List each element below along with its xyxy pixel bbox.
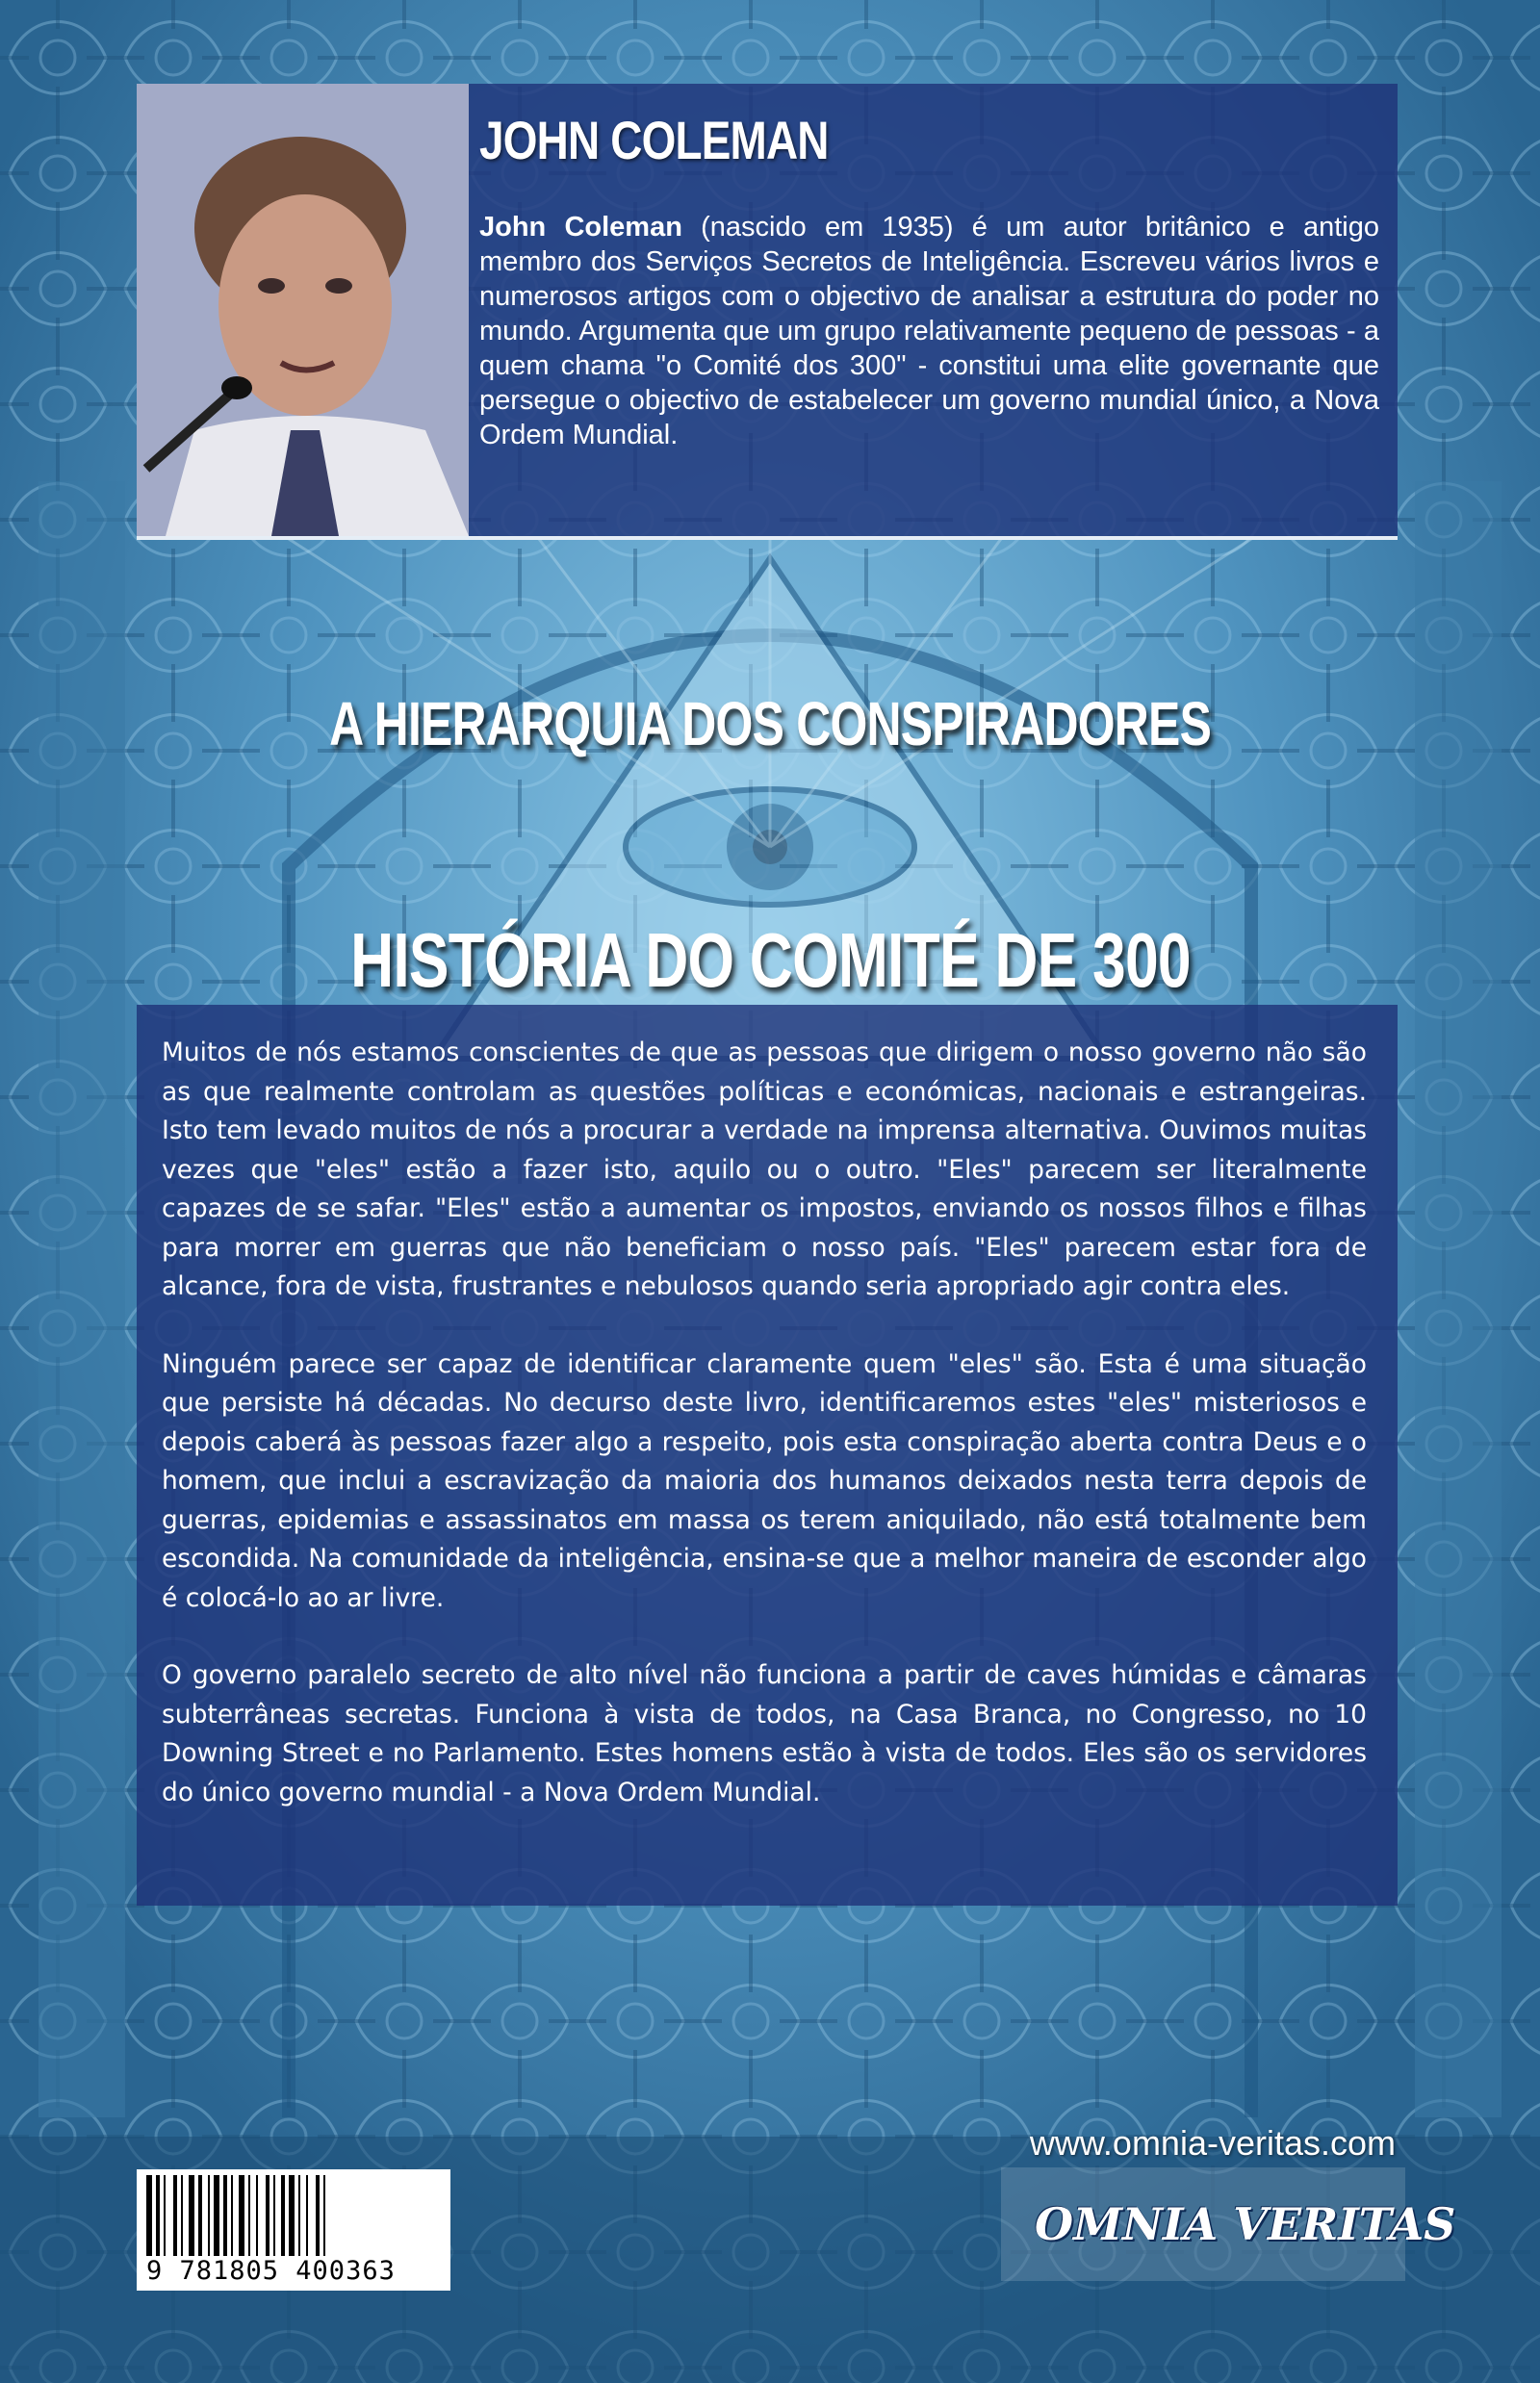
- author-bio: [479, 210, 1379, 452]
- publisher-website: www.omnia-veritas.com: [1029, 2123, 1396, 2163]
- book-title-text: A HIERARQUIA DOS CONSPIRADORES: [329, 689, 1211, 758]
- book-subtitle-text: HISTÓRIA DO COMITÉ DE 300: [349, 917, 1191, 1003]
- author-name: JOHN COLEMAN: [479, 110, 829, 170]
- book-subtitle: [0, 914, 1540, 1007]
- author-bio-body: (nascido em 1935) é um autor britânico e antigo membro dos Serviços Secretos de Inteligência. Escreveu vários livros e numerosos artigos com o objectivo de analisar a estrutura do poder no mundo. Argumenta que um grupo relativamente pequeno de pessoas - a quem chama "o Comité dos 300" - constitui uma elite governante que persegue o objectivo de estabelecer um governo mundial único, a Nova Ordem Mundial.: [479, 212, 1379, 450]
- description-paragraph-2: Ninguém parece ser capaz de identificar claramente quem "eles" são. Esta é uma situação que persiste há décadas. No decurso deste livro, identificaremos estes "eles" misteriosos e depois caberá às pessoas fazer algo a respeito, pois esta conspiração aberta contra Deus e o homem, que inclui a escravização da maioria dos humanos deixados nesta terra depois de guerras, epidemias e assassinatos em massa os terem aniquilado, não está totalmente bem escondida. Na comunidade da inteligência, ensina-se que a melhor maneira de esconder algo é colocá-lo ao ar livre.: [162, 1348, 1367, 1613]
- description-text: [162, 1034, 1367, 1851]
- description-paragraph-3: O governo paralelo secreto de alto nível não funciona a partir de caves húmidas e câmaras subterrâneas secretas. Funciona à vista de todos, na Casa Branca, no Congresso, no 10 Downing Street e no Parlamento. Estes homens estão à vista de todos. Eles são os servidores do único governo mundial - a Nova Ordem Mundial.: [162, 1660, 1367, 1807]
- description-paragraph-1: Muitos de nós estamos conscientes de que as pessoas que dirigem o nosso governo não são as que realmente controlam as questões políticas e económicas, nacionais e estrangeiras. Isto tem levado muitos de nós a procurar a verdade na imprensa alternativa. Ouvimos muitas vezes que "eles" estão a fazer isto, aquilo ou o outro. "Eles" parecem ser literalmente capazes de se safar. "Eles" estão a aumentar os impostos, enviando os nossos filhos e filhas para morrer em guerras que não beneficiam o nosso país. "Eles" parecem estar fora de alcance, fora de vista, frustrantes e nebulosos quando seria apropriado agir contra eles.: [162, 1038, 1367, 1301]
- book-title: [0, 685, 1540, 762]
- barcode-icon: [144, 2175, 443, 2256]
- isbn-barcode: [137, 2169, 450, 2291]
- isbn-number: 9 781805 400363: [146, 2256, 396, 2286]
- publisher-logo: OMNIA VERITAS: [1035, 2198, 1456, 2250]
- author-bio-name: John Coleman: [479, 212, 682, 243]
- divider: [137, 536, 1398, 540]
- author-photo: [137, 84, 469, 536]
